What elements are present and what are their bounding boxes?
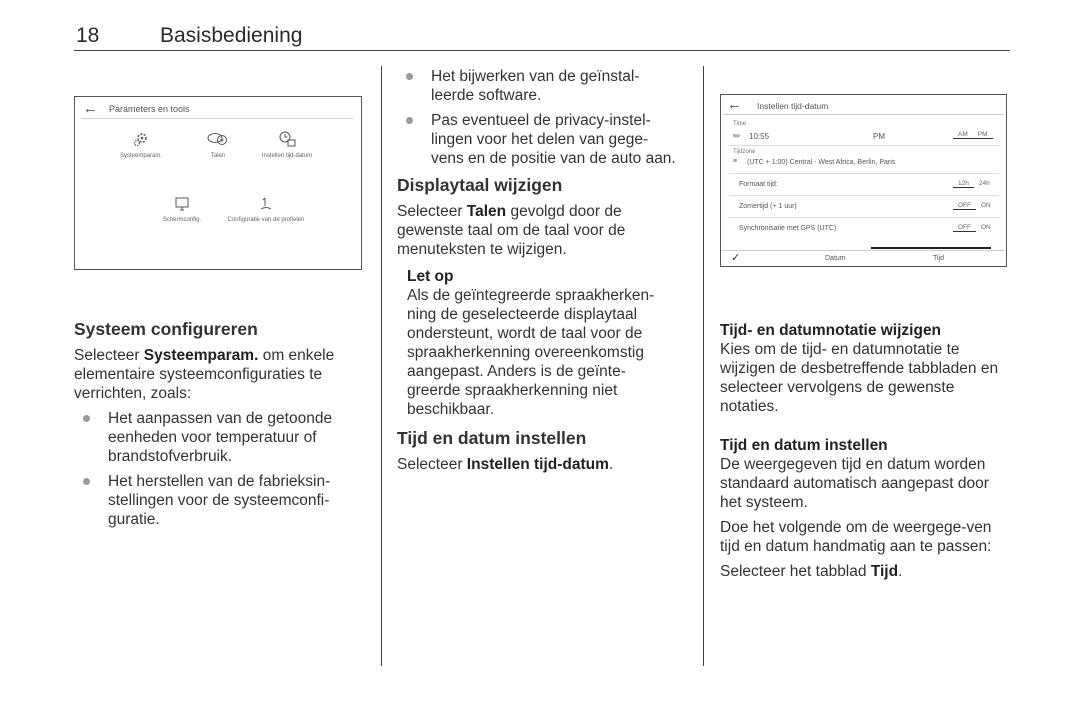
screen-title: Parameters en tools: [109, 104, 190, 114]
screen-title-bar: [81, 101, 353, 119]
column-3: [720, 321, 1012, 587]
tool-label: Systeemparam.: [119, 153, 162, 159]
format-12h[interactable]: 12h: [953, 180, 974, 188]
gps-label: Synchronisatie met GPS (UTC): [739, 225, 837, 232]
format-label: Formaat tijd:: [739, 181, 778, 188]
am-option[interactable]: AM: [953, 131, 973, 139]
paragraph: Selecteer het tabblad Tijd.: [720, 563, 903, 580]
bullet-icon: [406, 73, 413, 80]
dst-off[interactable]: OFF: [953, 202, 976, 210]
tool-instellen-tijd-datum[interactable]: [255, 131, 319, 159]
gps-toggle[interactable]: [953, 224, 996, 232]
bullet-icon: [83, 415, 90, 422]
divider: [729, 173, 999, 174]
tab-tijd[interactable]: Tijd: [933, 255, 945, 262]
tab-datum[interactable]: Datum: [825, 255, 846, 262]
heading-displaytaal-wijzigen: Displaytaal wijzigen: [397, 175, 563, 195]
heading-tijd-en-datum-instellen: Tijd en datum instellen: [720, 437, 888, 454]
paragraph: Selecteer Instellen tijd-datum.: [397, 456, 614, 473]
column-divider-1: [381, 66, 382, 666]
paragraph: Selecteer Talen gevolgd door de gewenste taal om de taal voor de menuteksten te wijzigen.: [397, 203, 626, 258]
divider: [729, 195, 999, 196]
gear-icon: [132, 131, 150, 147]
tool-label: Schermconfig.: [162, 217, 202, 223]
timezone-label: Tijdzone: [733, 149, 756, 155]
paragraph: Kies om de tijd- en datumnotatie te wijzigen de desbetreffende tabbladen en selecteer vervolgens de gewenste notaties.: [720, 341, 999, 415]
paragraph: Selecteer Systeemparam. om enkele elementaire systeemconfiguraties te verrichten, zoals:: [74, 347, 335, 402]
tab-bar: [721, 250, 1005, 266]
bullet-list: [397, 67, 679, 168]
screen-title-bar: [723, 97, 1003, 115]
heading-systeem-configureren: Systeem configureren: [74, 319, 258, 339]
bullet-icon: [83, 478, 90, 485]
gps-off[interactable]: OFF: [953, 224, 976, 232]
divider: [729, 217, 999, 218]
list-icon: ≡: [733, 158, 738, 165]
bullet-list: [74, 409, 370, 529]
clock-calendar-icon: [277, 131, 297, 147]
page-number: 18: [76, 24, 100, 47]
screen-parameters-en-tools: [74, 96, 362, 270]
dst-label: Zomertijd (+ 1 uur): [739, 203, 797, 210]
display-monitor-icon: [174, 197, 190, 211]
tool-schermconfig[interactable]: [157, 197, 207, 223]
tool-talen[interactable]: [193, 131, 243, 159]
heading-tijd-en-datumnotatie-wijzigen: Tijd- en datumnotatie wijzigen: [720, 322, 942, 339]
column-2: [397, 67, 679, 480]
column-1: [74, 318, 370, 535]
tool-label: Instellen tijd-datum: [261, 153, 313, 159]
list-item: Pas eventueel de privacy-instel-lingen voor het delen van gege-vens en de positie van de auto aan.: [397, 111, 679, 168]
timezone-value[interactable]: (UTC + 1:00) Central - West Africa, Berlin, Paris: [747, 159, 896, 166]
back-arrow-icon[interactable]: ←: [727, 96, 742, 113]
note-title: Let op: [407, 268, 454, 285]
pm-option[interactable]: PM: [973, 131, 993, 139]
checkmark-icon[interactable]: ✓: [731, 252, 741, 264]
paragraph: De weergegeven tijd en datum worden standaard automatisch aangepast door het systeem.: [720, 456, 989, 511]
divider: [729, 145, 999, 146]
screen-title: Instellen tijd-datum: [757, 101, 829, 111]
header-rule: [74, 50, 1010, 51]
tool-label: Configuratie van de profielen: [227, 217, 305, 223]
time-label: Time: [733, 121, 747, 127]
format-24h[interactable]: 24h: [978, 180, 990, 187]
pencil-icon[interactable]: ✏: [733, 131, 741, 141]
active-tab-indicator: [871, 247, 991, 249]
tool-configuratie-profielen[interactable]: [211, 197, 321, 223]
bullet-icon: [406, 117, 413, 124]
dst-toggle[interactable]: [953, 202, 996, 210]
back-arrow-icon[interactable]: ←: [83, 100, 98, 117]
tool-systeemparam[interactable]: [111, 131, 171, 159]
list-item: Het bijwerken van de geïnstal-leerde software.: [397, 67, 679, 105]
screen-instellen-tijd-datum: [720, 94, 1007, 267]
speech-bubble-icon: [206, 131, 230, 147]
note-text: Als de geïntegreerde spraakherken-ning de geselecteerde displaytaal ondersteunt, wordt de taal voor de spraakherkenning overeenkomstig aangepast. Anders is de geïnte-greerde spraakherkenning niet beschikbaar.: [407, 287, 655, 418]
profile-icon: [258, 197, 274, 211]
ampm-selector[interactable]: [953, 131, 993, 139]
paragraph: Doe het volgende om de weergege-ven tijd en datum handmatig aan te passen:: [720, 519, 992, 555]
list-item: Het aanpassen van de getoonde eenheden voor temperatuur of brandstofverbruik.: [74, 409, 370, 466]
tool-label: Talen: [210, 153, 226, 159]
note-box: [397, 267, 679, 419]
dst-on[interactable]: ON: [981, 202, 991, 209]
format-selector[interactable]: [953, 180, 995, 188]
column-divider-2: [703, 66, 704, 666]
page-section-title: Basisbediening: [160, 24, 303, 47]
time-period: PM: [873, 132, 885, 141]
list-item: Het herstellen van de fabrieksin-stellingen voor de systeemconfi-guratie.: [74, 472, 370, 529]
heading-tijd-en-datum-instellen: Tijd en datum instellen: [397, 428, 587, 448]
gps-on[interactable]: ON: [981, 224, 991, 231]
time-value[interactable]: 10:55: [749, 132, 770, 141]
